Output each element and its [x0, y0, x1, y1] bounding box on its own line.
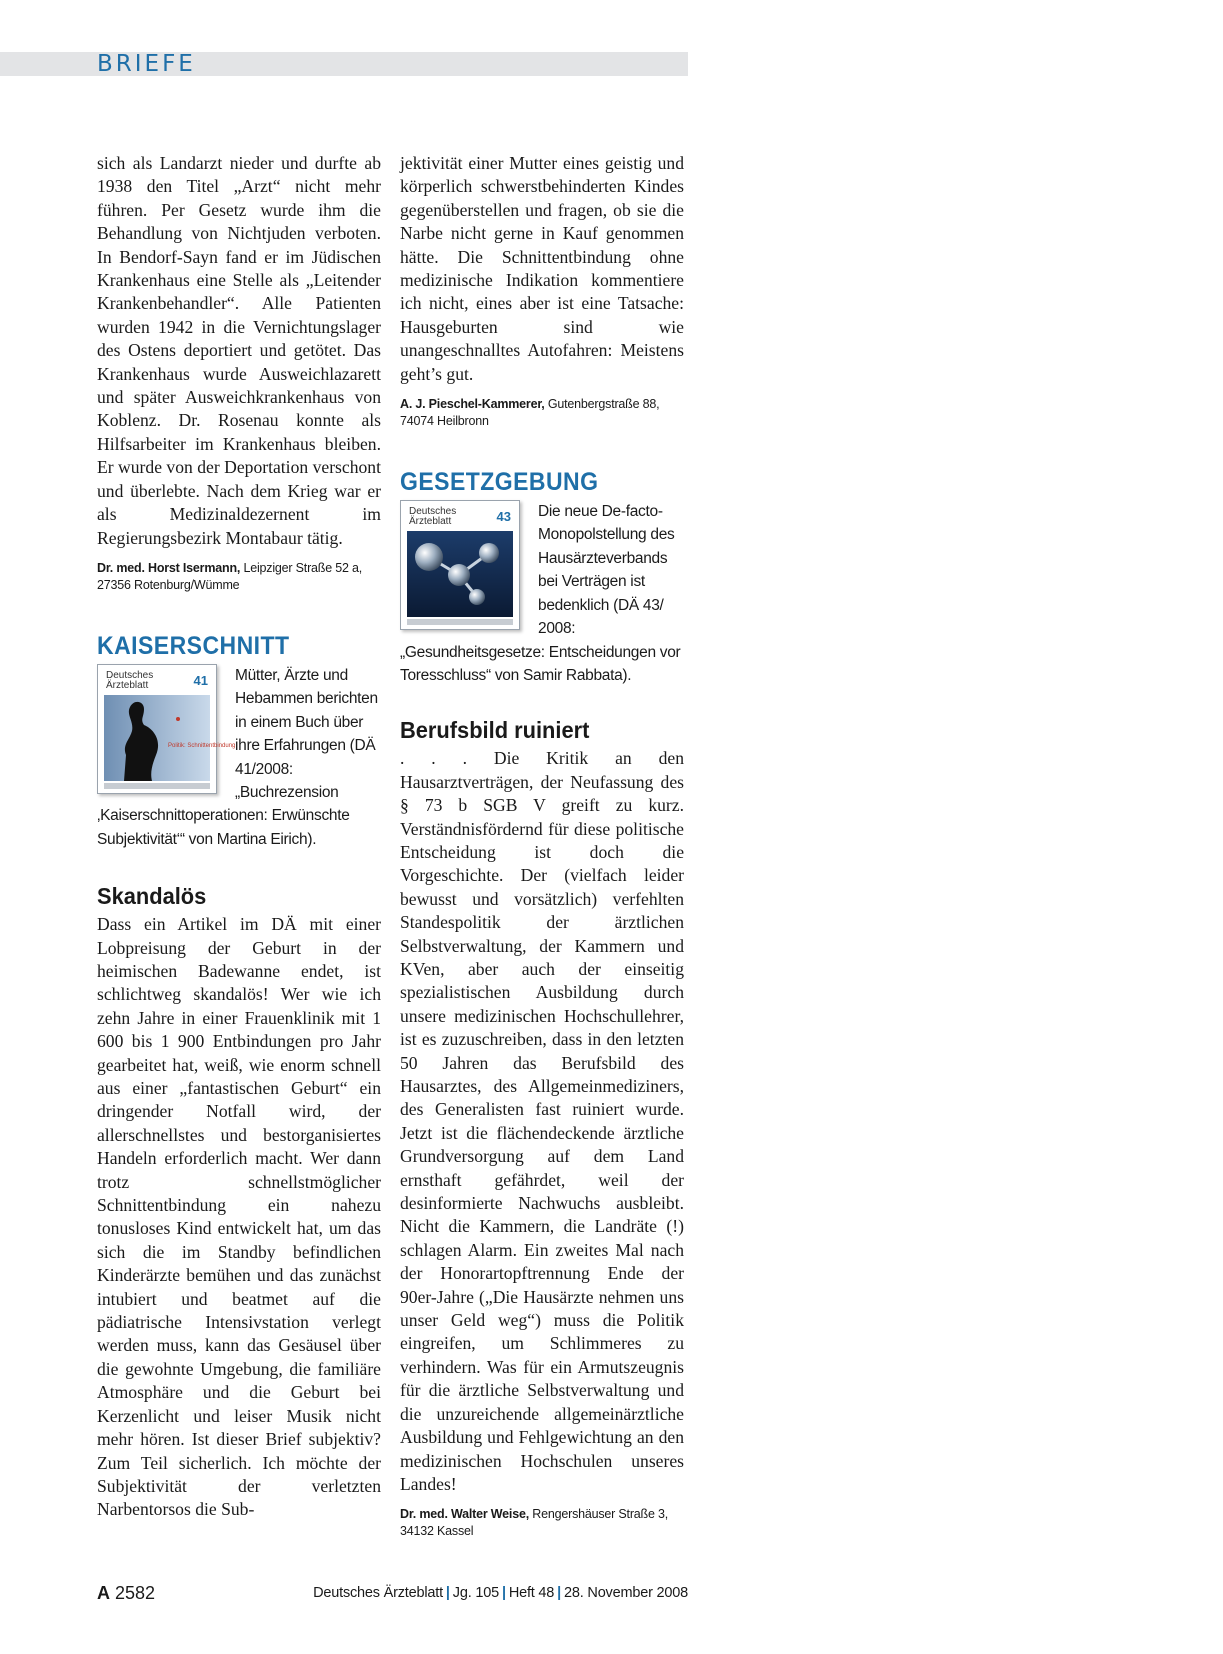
- right-column: [400, 152, 684, 1540]
- section-heading-gesetzgebung: GESETZGEBUNG: [400, 468, 599, 497]
- journal-cover-thumbnail: [400, 500, 520, 630]
- cover-footer: [407, 619, 513, 625]
- signature-address: Leipziger Straße 52 a, 27356 Rotenburg/Wümme: [97, 560, 363, 592]
- journal-citation: [313, 1585, 688, 1601]
- letter-body-text: . . . Die Kritik an den Hausarztverträgen, der Neufassung des § 73 b SGB V greift zu kurz. Verständnisfördernd für diese politische Entscheidung ist doch die Vorgeschichte. Der (vielfach leider bewusst und vorsätzlich) verfehlten Standespolitik der ärztlichen Selbstverwaltung, der Kammern und KVen, aber auch der einseitig spezialistischen Ausbildung durch unsere medizinischen Hochschullehrer, ist es zuzuschreiben, dass in den letzten 50 Jahren das Berufsbild des Hausarztes, des Allgemeinmediziners, des Generalisten fast ruiniert wurde. Jetzt ist die flächendeckende ärztliche Grundversorgung auf dem Land ernsthaft gefährdet, weil der desinformierte Nachwuchs ausbleibt. Nicht die Kammern, die Landräte (!) schlagen Alarm. Ein zweites Mal nach der Honorartopftrennung Ende der 90er-Jahre („Die Hausärzte nehmen uns unser Geld weg“) muss die Politik eingreifen, um Schlimmeres zu verhindern. Was für ein Armutszeugnis für die ärztliche Selbstverwaltung und die unzureichende allgemeinärztliche Ausbildung und Fehlgewichtung an den medizinischen Hochschulen unseres Landes!: [400, 748, 684, 1494]
- cover-photo-silhouette: [104, 695, 236, 781]
- signature-address: Rengershäuser Straße 3, 34132 Kassel: [400, 1507, 669, 1539]
- signature-name: Dr. med. Walter Weise,: [400, 1507, 529, 1522]
- letter-body-text: Dass ein Artikel im DÄ mit einer Lobpreisung der Geburt in der heimischen Badewanne endet, ist schlichtweg skandalös! Wer wie ich zehn Jahre in einer Frauenklinik mit 1 600 bis 1 900 Entbindungen pro Jahr gearbeitet hat, weiß, wie enorm schnell aus einer „fantastischen Geburt“ ein dringender Notfall wird, der allerschnellstes und bestorganisiertes Handeln erforderlich macht. Wer dann trotz schnellstmöglicher Schnittentbindung ein nahezu tonusloses Kind entwickelt hat, um das sich die im Standby befindlichen Kinderärzte bemühen und das zunächst intubiert und beatmet auf die pädiatrische Intensivstation verlegt werden muss, kann das Gesäusel über die gewohnte Umgebung, die familiäre Atmosphäre und die Geburt bei Kerzenlicht und leiser Musik nicht mehr hören. Ist dieser Brief subjektiv? Zum Teil sicherlich. Ich möchte der Subjektivität der verletzten Narbentorsos die Sub-: [97, 914, 381, 1520]
- separator: |: [501, 1585, 506, 1601]
- teaser-block: [97, 664, 381, 851]
- separator: |: [557, 1585, 562, 1601]
- section-heading-kaiserschnitt: KAISERSCHNITT: [97, 631, 290, 660]
- teaser-text: Die neue De-facto-Monopolstellung des Hausärzteverbands bei Verträgen ist bedenklich (DÄ 43/ 2008: „Gesundheitsgesetze: Entscheidungen vor Toresschluss“ von Samir Rabbata).: [400, 503, 681, 684]
- cover-photo-molecules: [407, 531, 513, 617]
- signature-name: A. J. Pieschel-Kammerer,: [400, 397, 545, 412]
- teaser-block: [400, 500, 684, 687]
- cover-issue-number: 43: [496, 509, 511, 525]
- page-footer: [97, 1583, 688, 1605]
- left-column: [97, 152, 381, 1522]
- teaser-text: Mütter, Ärzte und Hebammen berichten in einem Buch über ihre Erfahrungen (DÄ 41/2008: „Buchrezension ‚Kaiserschnittoperationen: Erwünschte Subjektivität‘“ von Martina Eirich).: [97, 666, 378, 848]
- separator: |: [445, 1585, 450, 1601]
- letter-signature: [400, 396, 684, 430]
- cover-caption: Politik: Schnittentbindung: [168, 742, 236, 749]
- letter-continuation-text: sich als Landarzt nieder und durfte ab 1938 den Titel „Arzt“ nicht mehr führen. Per Gesetz wurde ihm die Behandlung von Nichtjuden verboten. In Bendorf-Sayn fand er im Jüdischen Krankenhaus eine Stelle als „Leitender Krankenbehandler“. Alle Patienten wurden 1942 in die Vernichtungslager des Ostens deportiert und getötet. Das Krankenhaus wurde Ausweichlazarett und später Ausweichkrankenhaus von Koblenz. Dr. Rosenau konnte als Hilfsarbeiter im Krankenhaus bleiben. Er wurde von der Deportation verschont und überlebte. Nach dem Krieg war er als Medizinaldezernent im Regierungsbezirk Montabaur tätig.: [97, 153, 381, 548]
- signature-address: Gutenbergstraße 88, 74074 Heilbronn: [400, 397, 660, 429]
- cover-title: Deutsches Ärzteblatt: [409, 506, 457, 528]
- journal-cover-thumbnail: [97, 664, 236, 794]
- letter-continuation-text: jektivität einer Mutter eines geistig und körperlich schwerstbehinderten Kindes gegenüberstellen und fragen, ob sie die Narbe nicht gerne in Kauf genommen hätte. Die Schnittentbindung ohne medizinische Indikation kommentiere ich nicht, eines aber ist eine Tatsache: Hausgeburten sind wie unangeschnalltes Autofahren: Meistens geht’s gut.: [400, 153, 684, 384]
- cover-footer: [104, 783, 210, 789]
- cover-issue-number: 41: [193, 672, 208, 688]
- journal-issue: Heft 48: [508, 1585, 555, 1601]
- signature-name: Dr. med. Horst Isermann,: [97, 560, 241, 575]
- journal-date: 28. November 2008: [564, 1585, 688, 1601]
- cover-title: Deutsches Ärzteblatt: [106, 669, 154, 691]
- page-number: A 2582: [97, 1583, 156, 1603]
- letter-signature: [400, 1506, 684, 1540]
- letter-signature: [97, 560, 381, 594]
- letter-heading-skandaloes: Skandalös: [97, 883, 207, 910]
- letter-heading-berufsbild: Berufsbild ruiniert: [400, 717, 590, 744]
- journal-name: Deutsches Ärzteblatt: [313, 1585, 443, 1601]
- journal-volume: Jg. 105: [452, 1585, 499, 1601]
- section-title: BRIEFE: [97, 51, 196, 77]
